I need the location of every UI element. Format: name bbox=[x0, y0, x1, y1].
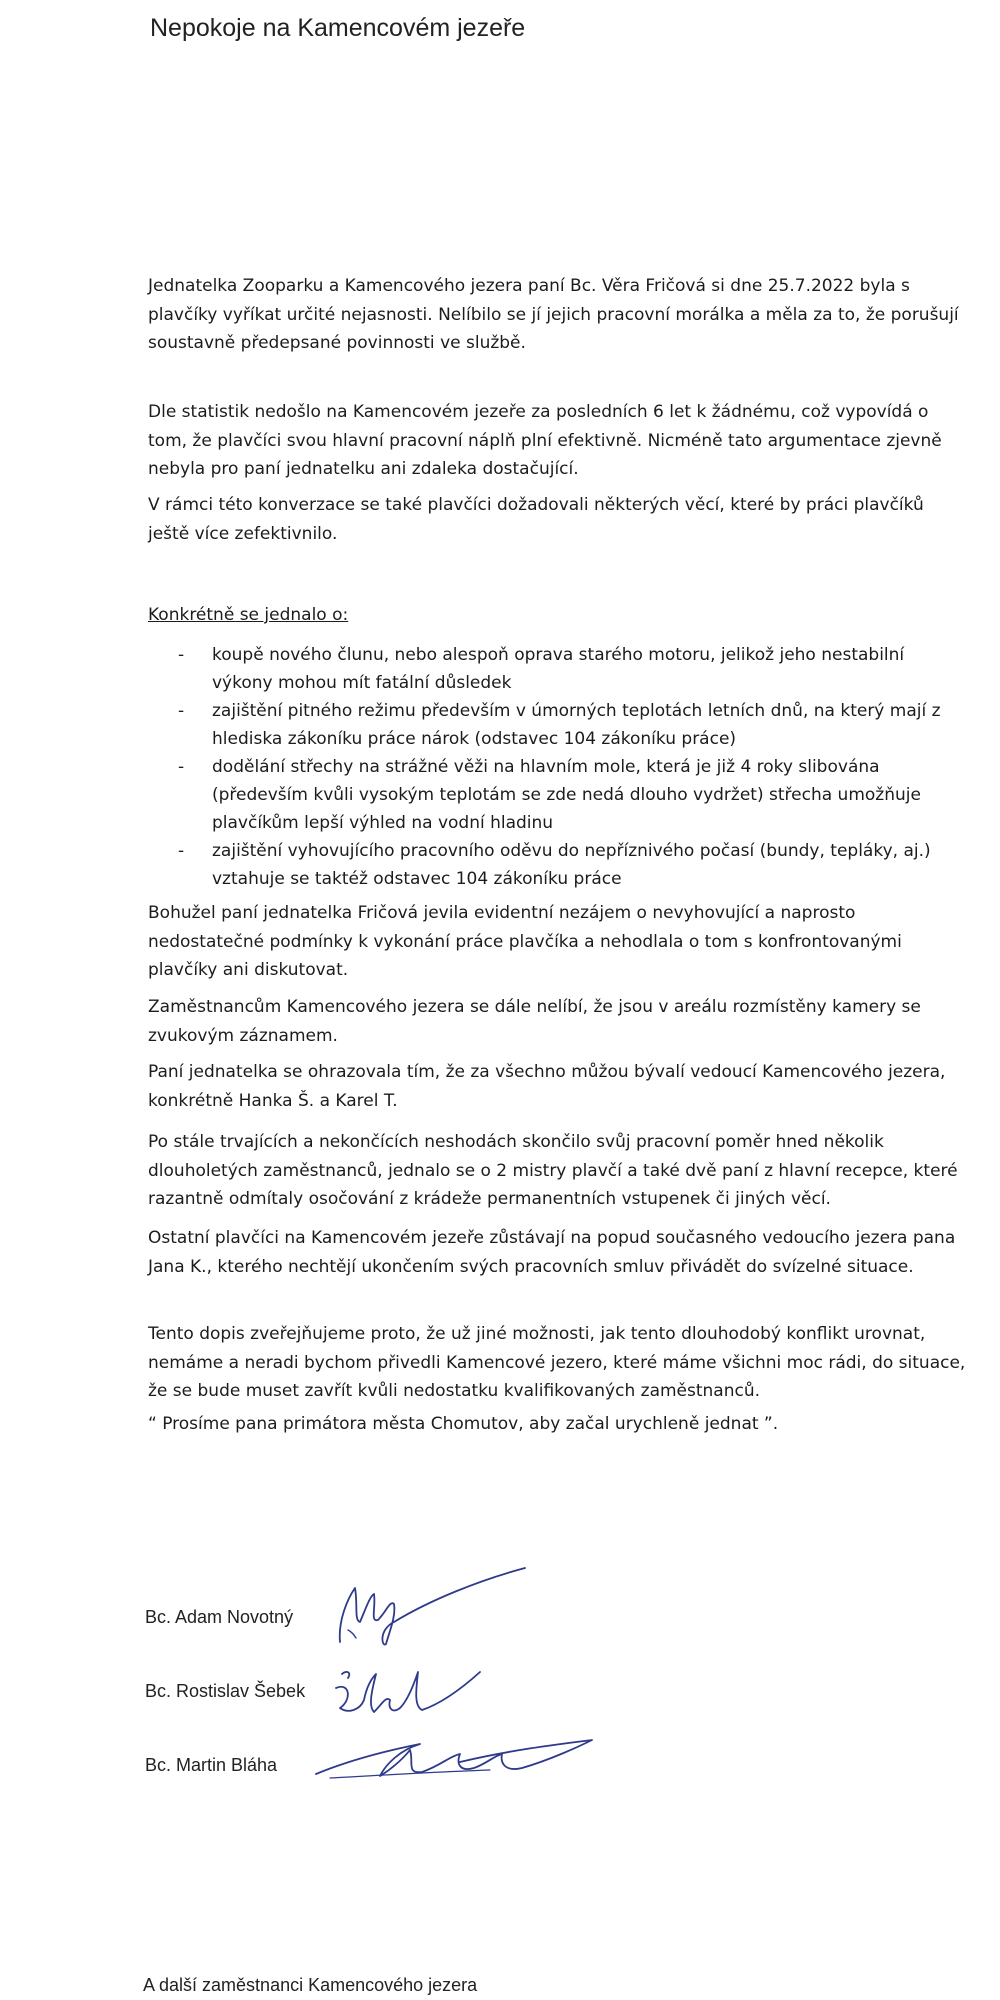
signature-image bbox=[320, 1560, 540, 1650]
closing-quote: “ Prosíme pana primátora města Chomutov, aby začal urychleně jednat ”. bbox=[148, 1414, 779, 1434]
paragraph-publication: Tento dopis zveřejňujeme proto, že už jiné možnosti, jak tento dlouhodobý konflikt urovnat, nemáme a neradi bychom přivedli Kamencové jezero, které máme všichni moc rádi, do situace, že se bude muset zavřít kvůli nedostatku kvalifikovaných zaměstnanců. bbox=[148, 1324, 966, 1401]
dash-bullet: - bbox=[178, 841, 185, 861]
list-item: - koupě nového člunu, nebo alespoň oprava starého motoru, jelikož jeho nestabilní výkony mohou mít fatální důsledek bbox=[148, 641, 968, 697]
paragraph-statistics: Dle statistik nedošlo na Kamencovém jezeře za posledních 6 let k žádnému, což vypovídá o tom, že plavčíci svou hlavní pracovní náplň plní efektivně. Nicméně tato argumentace zjevně nebyla pro paní jednatelku ani zdaleka dostačující. bbox=[148, 402, 942, 479]
list-item: - zajištění pitného režimu především v úmorných teplotách letních dnů, na který mají z hlediska zákoníku práce nárok (odstavec 104 zákoníku práce) bbox=[148, 697, 968, 753]
paragraph-remaining-staff: Ostatní plavčíci na Kamencovém jezeře zůstávají na popud současného vedoucího jezera pana Jana K., kterého nechtějí ukončením svých pracovních smluv přivádět do svízelné situace. bbox=[148, 1228, 956, 1277]
document-title: Nepokoje na Kamencovém jezeře bbox=[150, 14, 526, 42]
signature-image bbox=[310, 1720, 600, 1790]
dash-bullet: - bbox=[178, 645, 185, 665]
dash-bullet: - bbox=[178, 757, 185, 777]
list-item: - dodělání střechy na strážné věži na hlavním mole, která je již 4 roky slibována (především kvůli vysokým teplotám se zde nedá dlouho vydržet) střecha umožňuje plavčíkům lepší výhled na vodní hladinu bbox=[148, 753, 968, 837]
paragraph-disinterest: Bohužel paní jednatelka Fričová jevila evidentní nezájem o nevyhovující a naprosto nedostatečné podmínky k vykonání práce plavčíka a nehodlala o tom s konfrontovanými plavčíky ani diskutovat. bbox=[148, 903, 902, 980]
paragraph-resignations: Po stále trvajících a nekončících neshodách skončilo svůj pracovní poměr hned několik dlouholetých zaměstnanců, jednalo se o 2 mistry plavčí a také dvě paní z hlavní recepce, které razantně odmítaly osočování z krádeže permanentních vstupenek či jiných věcí. bbox=[148, 1132, 958, 1209]
signatory-name: Bc. Adam Novotný bbox=[145, 1607, 294, 1627]
paragraph-intro: Jednatelka Zooparku a Kamencového jezera paní Bc. Věra Fričová si dne 25.7.2022 byla s plavčíky vyříkat určité nejasnosti. Nelíbilo se jí jejich pracovní morálka a měla za to, že porušují soustavně předepsané povinnosti ve službě. bbox=[148, 276, 959, 353]
paragraph-requests: V rámci této konverzace se také plavčíci dožadovali některých věcí, které by práci plavčíků ještě více zefektivnilo. bbox=[148, 495, 924, 544]
footer-note: A další zaměstnanci Kamencového jezera bbox=[143, 1975, 478, 1995]
signatory-name: Bc. Rostislav Šebek bbox=[145, 1681, 306, 1701]
signatory-name: Bc. Martin Bláha bbox=[145, 1755, 278, 1775]
list-heading: Konkrétně se jednalo o: bbox=[148, 605, 349, 625]
paragraph-cameras: Zaměstnancům Kamencového jezera se dále nelíbí, že jsou v areálu rozmístěny kamery se zvukovým záznamem. bbox=[148, 997, 921, 1046]
dash-bullet: - bbox=[178, 701, 185, 721]
request-list bbox=[148, 641, 968, 893]
paragraph-blame: Paní jednatelka se ohrazovala tím, že za všechno můžou bývalí vedoucí Kamencového jezera, konkrétně Hanka Š. a Karel T. bbox=[148, 1062, 946, 1111]
list-item: - zajištění vyhovujícího pracovního oděvu do nepříznivého počasí (bundy, tepláky, aj.) vztahuje se taktéž odstavec 104 zákoníku práce bbox=[148, 837, 968, 893]
